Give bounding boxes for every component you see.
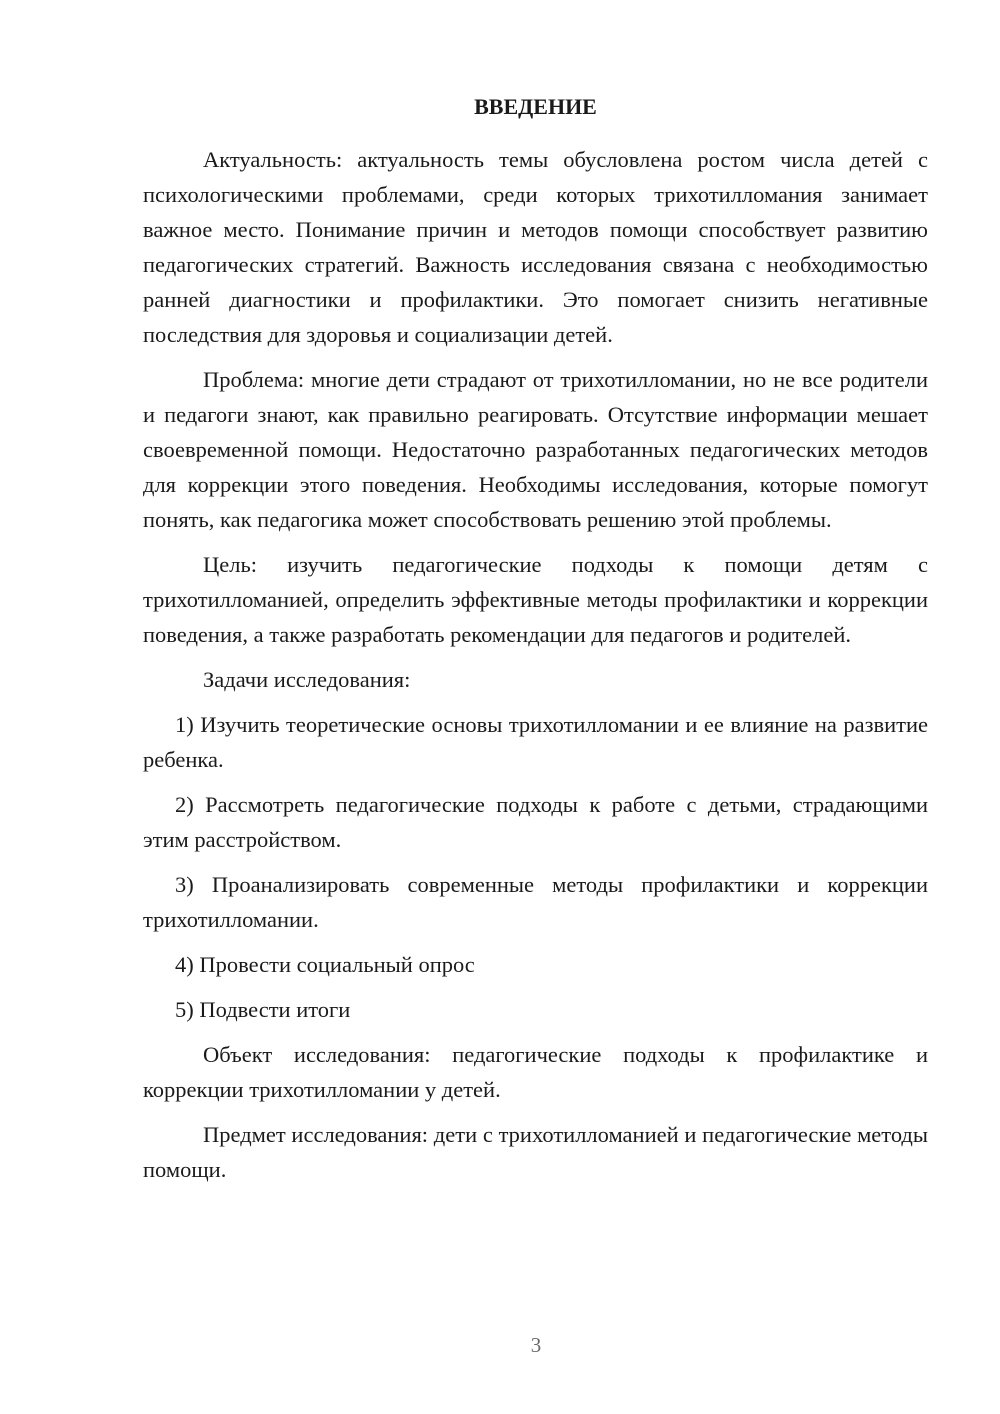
page-title: ВВЕДЕНИЕ xyxy=(474,94,597,119)
problem-paragraph: Проблема: многие дети страдают от трихотилломании, но не все родители и педагоги знают, как правильно реагировать. Отсутствие информации мешает своевременной помощи. Недостаточно разработанных педагогических методов для коррекции этого поведения. Необходимы исследования, которые помогут понять, как педагогика может способствовать решению этой проблемы. xyxy=(143,367,928,532)
document-page xyxy=(143,92,928,1197)
page-number: 3 xyxy=(530,1333,542,1357)
tasks-heading: Задачи исследования: xyxy=(203,667,411,692)
subject-paragraph: Предмет исследования: дети с трихотилломанией и педагогические методы помощи. xyxy=(143,1122,928,1182)
task-item-3: 3) Проанализировать современные методы профилактики и коррекции трихотилломании. xyxy=(143,872,928,932)
goal-paragraph: Цель: изучить педагогические подходы к помощи детям с трихотилломанией, определить эффективные методы профилактики и коррекции поведения, а также разработать рекомендации для педагогов и родителей. xyxy=(143,552,928,647)
object-paragraph: Объект исследования: педагогические подходы к профилактике и коррекции трихотилломании у детей. xyxy=(143,1042,928,1102)
relevance-paragraph: Актуальность: актуальность темы обусловлена ростом числа детей с психологическими проблемами, среди которых трихотилломания занимает важное место. Понимание причин и методов помощи способствует развитию педагогических стратегий. Важность исследования связана с необходимостью ранней диагностики и профилактики. Это помогает снизить негативные последствия для здоровья и социализации детей. xyxy=(143,147,928,347)
task-item-4: 4) Провести социальный опрос xyxy=(175,952,475,977)
task-item-2: 2) Рассмотреть педагогические подходы к работе с детьми, страдающими этим расстройством. xyxy=(143,792,928,852)
task-item-5: 5) Подвести итоги xyxy=(175,997,351,1022)
tasks-list xyxy=(143,707,928,1027)
task-item-1: 1) Изучить теоретические основы трихотилломании и ее влияние на развитие ребенка. xyxy=(143,712,928,772)
